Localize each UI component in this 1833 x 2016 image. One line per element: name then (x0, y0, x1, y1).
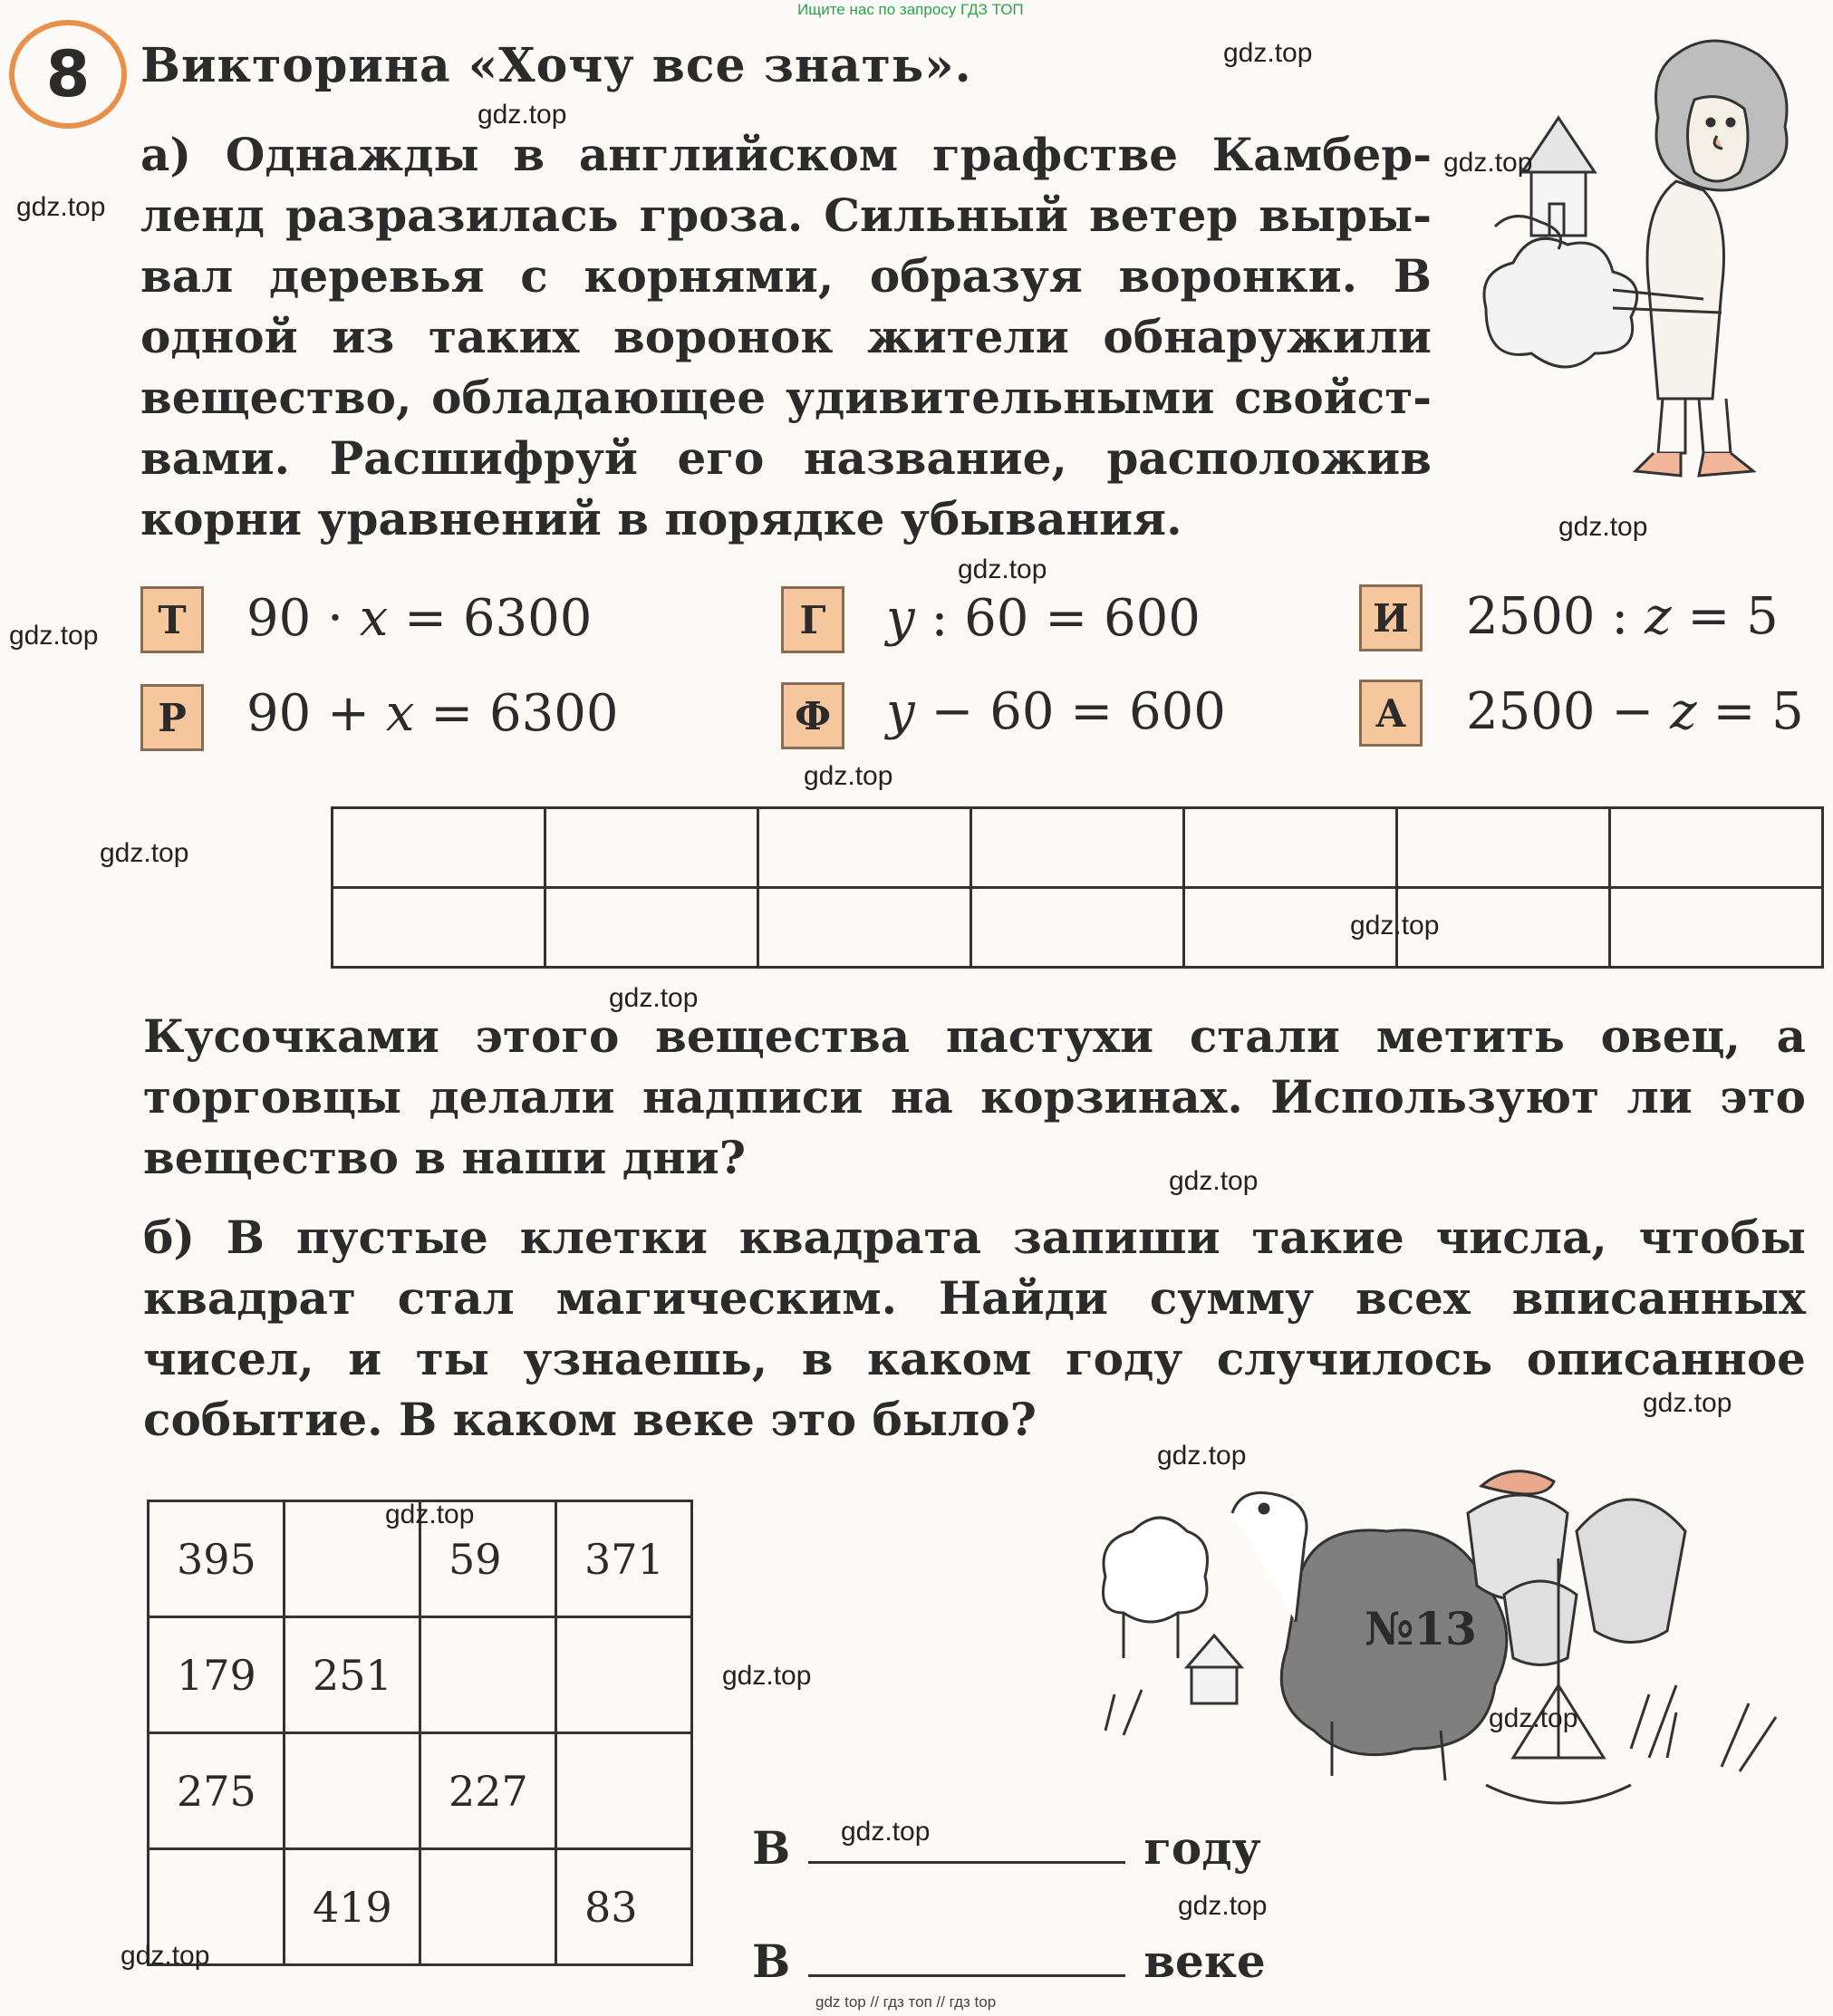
equation-r: 90 + x = 6300 (246, 684, 619, 743)
bottom-note: gdz top // гдз топ // гдз top (815, 1993, 997, 2011)
magic-cell: 179 (149, 1617, 285, 1733)
magic-cell[interactable] (556, 1617, 692, 1733)
answer-cell[interactable] (971, 808, 1184, 888)
magic-cell[interactable] (556, 1733, 692, 1849)
answer-cell[interactable] (333, 888, 545, 968)
watermark: gdz.top (121, 1941, 210, 1971)
illustration-label: №13 (1365, 1602, 1477, 1655)
magic-cell[interactable] (420, 1617, 556, 1733)
answer-year-prefix: В (752, 1821, 791, 1875)
answer-cell[interactable] (333, 808, 545, 888)
magic-cell: 395 (149, 1501, 285, 1617)
answer-cell[interactable] (1610, 808, 1823, 888)
watermark: gdz.top (100, 838, 189, 868)
watermark: gdz.top (16, 192, 106, 222)
letter-box-a: А (1359, 680, 1423, 747)
magic-cell[interactable] (285, 1733, 420, 1849)
text-line: вами. Расшифруй его название, расположив (140, 431, 1432, 485)
magic-cell: 83 (556, 1849, 692, 1965)
watermark: gdz.top (478, 100, 567, 130)
watermark: gdz.top (1223, 38, 1313, 68)
magic-cell: 419 (285, 1849, 420, 1965)
answer-year-suffix: году (1143, 1821, 1261, 1875)
watermark: gdz.top (841, 1817, 931, 1847)
watermark: gdz.top (385, 1500, 475, 1529)
answer-cell[interactable] (758, 888, 971, 968)
magic-cell[interactable] (420, 1849, 556, 1965)
watermark: gdz.top (1489, 1703, 1578, 1733)
magic-cell: 371 (556, 1501, 692, 1617)
answer-cell[interactable] (545, 808, 758, 888)
task-title: Викторина «Хочу все знать». (140, 38, 972, 93)
watermark: gdz.top (9, 621, 99, 651)
answer-century-suffix: веке (1143, 1934, 1266, 1988)
watermark: gdz.top (958, 555, 1047, 584)
answer-cell[interactable] (1184, 808, 1397, 888)
magic-cell: 251 (285, 1617, 420, 1733)
answer-cell[interactable] (1610, 888, 1823, 968)
text-line: Кусочками этого вещества пастухи стали метить овец, а (143, 1009, 1806, 1063)
equation-a: 2500 − z = 5 (1466, 682, 1804, 741)
text-line: событие. В каком веке это было? (143, 1393, 1037, 1446)
magic-square (147, 1500, 693, 1966)
watermark: gdz.top (804, 761, 893, 791)
text-line: корни уравнений в порядке убывания. (140, 492, 1182, 545)
answer-cell[interactable] (545, 888, 758, 968)
text-line: чисел, и ты узнаешь, в каком году случилось описанное (143, 1332, 1806, 1385)
text-line: вещество в наши дни? (143, 1131, 747, 1184)
watermark: gdz.top (1443, 148, 1533, 178)
watermark: gdz.top (1350, 911, 1440, 940)
equation-f: y − 60 = 600 (886, 682, 1226, 741)
sheep-basket-illustration (1087, 1459, 1812, 1876)
magic-cell: 59 (420, 1501, 556, 1617)
magic-cell: 275 (149, 1733, 285, 1849)
equation-i: 2500 : z = 5 (1466, 587, 1779, 646)
letter-box-g: Г (781, 586, 844, 653)
equation-g: y : 60 = 600 (886, 589, 1201, 648)
letter-box-r: Р (140, 684, 204, 751)
text-line: одной из таких воронок жители обнаружили (140, 310, 1432, 363)
watermark: gdz.top (1643, 1388, 1732, 1418)
text-line: вал деревья с корнями, образуя воронки. В (140, 249, 1432, 303)
answer-century-blank[interactable] (808, 1934, 1125, 1977)
part-b-text (143, 1207, 1806, 1450)
watermark: gdz.top (722, 1661, 812, 1691)
text-line: вещество, обладающее удивительными свойст- (140, 371, 1432, 424)
text-line: б) В пустые клетки квадрата запиши такие числа, чтобы (143, 1211, 1806, 1264)
text-line: торговцы делали надписи на корзинах. Используют ли это (143, 1070, 1806, 1124)
answer-cell[interactable] (758, 808, 971, 888)
text-line: квадрат стал магическим. Найди сумму всех вписанных (143, 1271, 1806, 1325)
top-note: Ищите нас по запросу ГДЗ ТОП (797, 1, 1024, 18)
watermark: gdz.top (1169, 1166, 1259, 1196)
answer-cell[interactable] (1397, 808, 1610, 888)
middle-text (143, 1006, 1806, 1188)
watermark: gdz.top (1157, 1441, 1247, 1471)
watermark: gdz.top (1558, 512, 1648, 542)
scientist-illustration (1468, 36, 1830, 507)
letter-box-i: И (1359, 584, 1423, 651)
watermark: gdz.top (609, 983, 699, 1013)
answer-cell[interactable] (971, 888, 1184, 968)
text-line: ленд разразилась гроза. Сильный ветер выры- (140, 188, 1432, 242)
magic-cell: 227 (420, 1733, 556, 1849)
task-number-badge: 8 (9, 20, 127, 129)
letter-box-f: Ф (781, 682, 844, 749)
equation-t: 90 · x = 6300 (246, 589, 593, 648)
answer-grid (331, 806, 1824, 969)
letter-box-t: Т (140, 586, 204, 653)
text-line: а) Однажды в английском графстве Камбер- (140, 128, 1432, 181)
answer-century-line (752, 1934, 1266, 1988)
answer-century-prefix: В (752, 1934, 791, 1988)
part-a-text (140, 124, 1432, 549)
watermark: gdz.top (1178, 1891, 1268, 1921)
